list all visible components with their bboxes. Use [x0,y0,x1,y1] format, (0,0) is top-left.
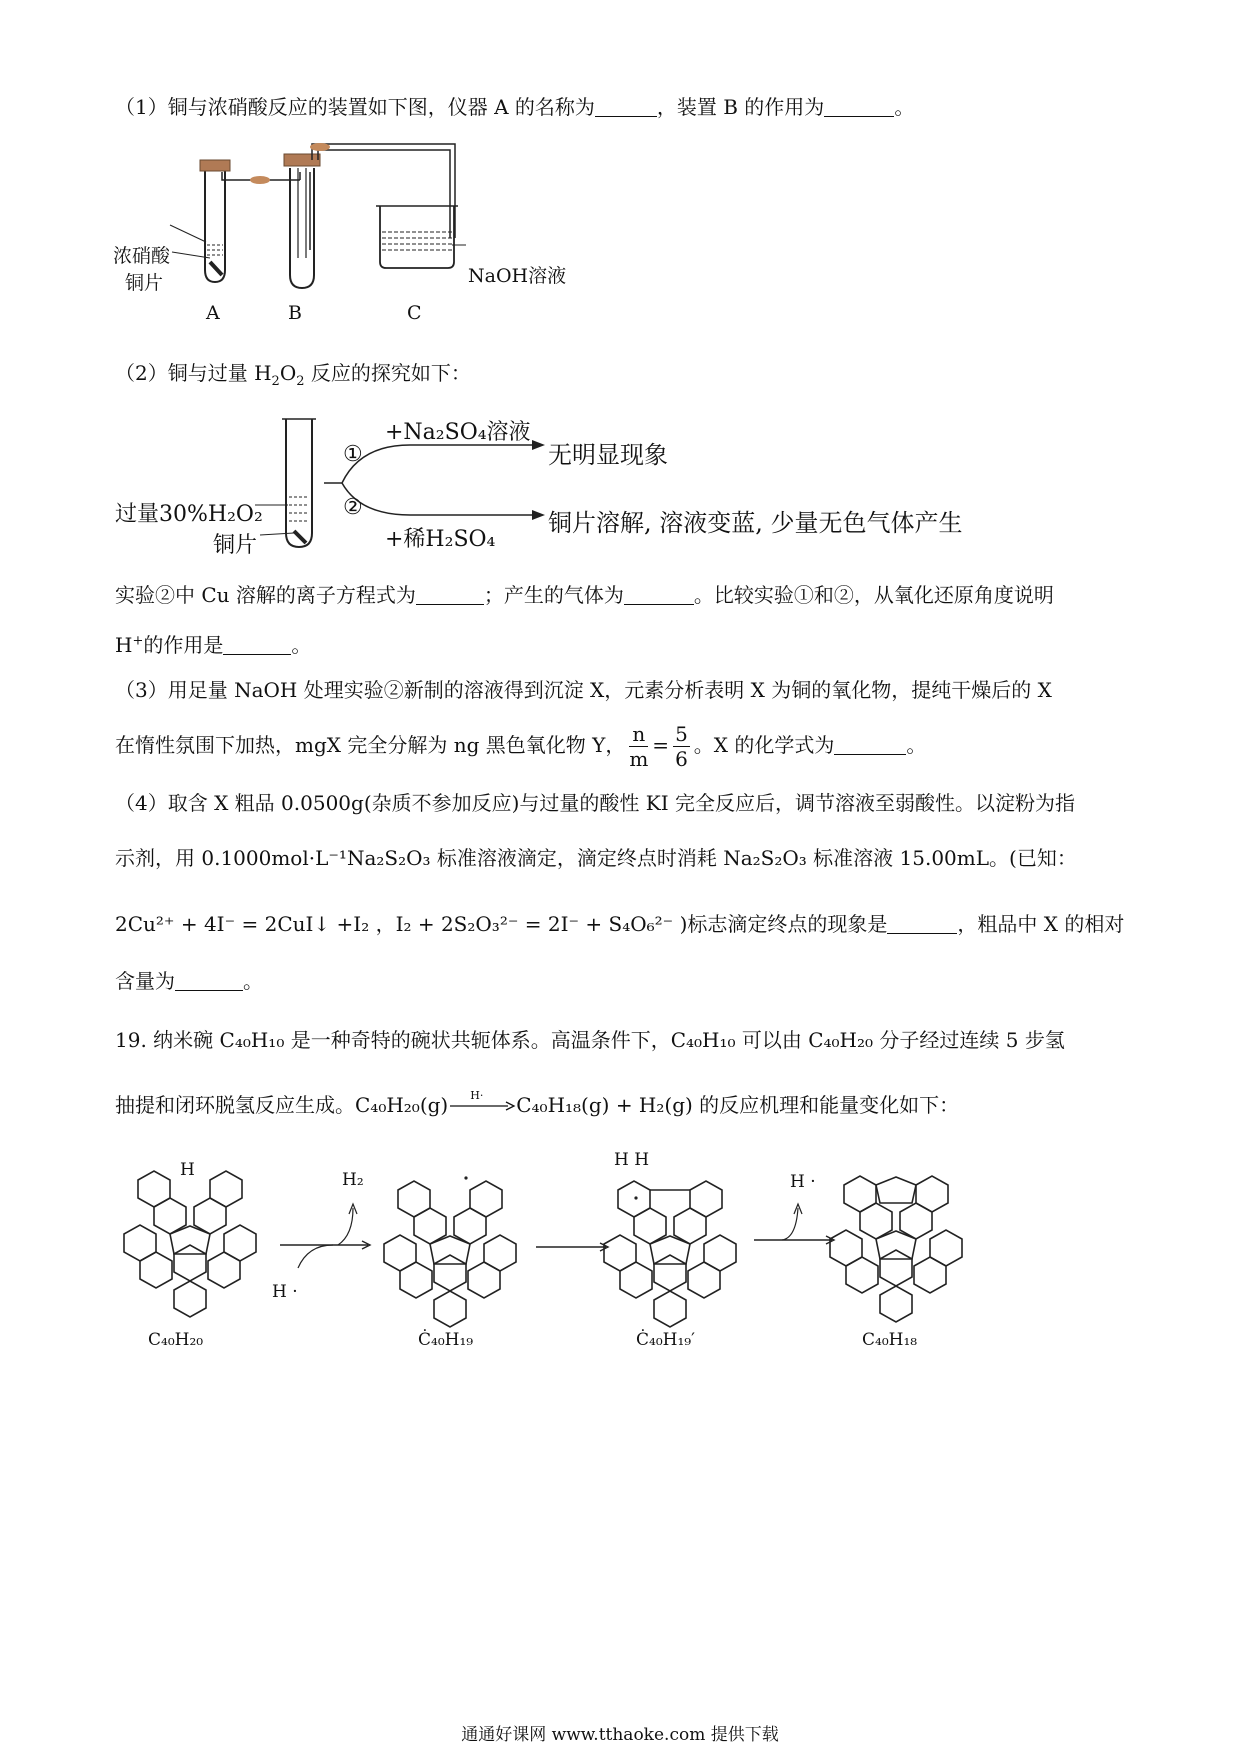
q2-line2: H+的作用是 。 [115,633,312,657]
q19-line2: 抽提和闭环脱氢反应生成。C₄₀H₂₀(g) H· C₄₀H₁₈(g) + H₂(g) 的反应机理和能量变化如下： [115,1089,960,1117]
q4-line4: 含量为 。 [115,969,263,993]
fraction-5-6: $\frac{5}{6}$ [675,722,688,771]
molecule-c40h20 [110,1160,270,1340]
answer-blank[interactable] [595,96,657,117]
label-copper-2: 铜片 [213,533,258,558]
hh-label: H H [614,1150,650,1170]
q4-line3: 2Cu²⁺ + 4I⁻ = 2CuI↓ +I₂ ，I₂ + 2S₂O₃²⁻ = 2I⁻ + S₄O₆²⁻ )标志滴定终点的现象是 ，粗品中 X 的相对 [115,912,1125,936]
footer: 通通好课网 www.tthaoke.com 提供下载 [461,1725,779,1745]
answer-blank[interactable] [834,734,906,755]
molecule-c40h19 [370,1170,530,1340]
q19-line1: 19. 纳米碗 C₄₀H₁₀ 是一种奇特的碗状共轭体系。高温条件下，C₄₀H₁₀ 可以由 C₄₀H₂₀ 分子经过连续 5 步氢 [115,1028,1065,1052]
answer-blank[interactable] [624,584,694,605]
q2-intro: （2）铜与过量 $H_2O_2$ 反应的探究如下： [115,361,471,389]
q2-line1: 实验②中 Cu 溶解的离子方程式为 ；产生的气体为 。比较实验①和②，从氧化还原角度说明 [115,583,1054,607]
label-naoh: NaOH溶液 [468,265,567,287]
molecule-c40h19-prime [590,1170,750,1340]
label-c40h19: Ċ₄₀H₁₉ [418,1330,474,1350]
answer-blank[interactable] [824,96,894,117]
result-1: 无明显现象 [548,441,668,469]
h2-label: H₂ [342,1170,364,1190]
label-c40h18: C₄₀H₁₈ [862,1330,918,1350]
label-c40h20: C₄₀H₂₀ [148,1330,204,1350]
result-2: 铜片溶解, 溶液变蓝, 少量无色气体产生 [548,509,963,537]
molecule-c40h18 [816,1165,976,1340]
h-radical-out-label: H · [790,1172,816,1192]
q1-text: （1）铜与浓硝酸反应的装置如下图，仪器 A 的名称为 ，装置 B 的作用为 。 [115,95,915,119]
q4-line1: （4）取含 X 粗品 0.0500g(杂质不参加反应)与过量的酸性 KI 完全反应后，调节溶液至弱酸性。以淀粉为指 [115,791,1075,815]
h-radical-in-label: H · [272,1282,298,1302]
reagent-1: +Na₂SO₄溶液 [385,420,531,445]
label-c40h19-prime: Ċ₄₀H₁₉′ [636,1330,695,1350]
answer-blank[interactable] [887,913,957,934]
q3-line1: （3）用足量 NaOH 处理实验②新制的溶液得到沉淀 X，元素分析表明 X 为铜的氧化物，提纯干燥后的 X [115,678,1052,702]
q4-line2: 示剂，用 0.1000mol·L⁻¹Na₂S₂O₃ 标准溶液滴定，滴定终点时消耗 Na₂S₂O₃ 标准溶液 15.00mL。(已知： [115,846,1077,870]
label-h2o2: 过量30%H₂O₂ [115,502,263,527]
circle-2: ② [343,495,363,520]
answer-blank[interactable] [223,634,291,655]
h-atom-label: H [180,1160,195,1180]
answer-blank[interactable] [175,970,243,991]
fraction-n-m: $\frac{n}{m}$ [629,722,649,771]
label-a: A [206,302,220,324]
q3-line2: 在惰性氛围下加热，mgX 完全分解为 ng 黑色氧化物 Y， $\frac{n}{m}$ = $\frac{5}{6}$ 。X 的化学式为 。 [115,722,927,771]
circle-1: ① [343,442,363,467]
reaction-arrow: H· [448,1096,516,1116]
label-c: C [407,302,422,324]
h-abstraction-arrow [278,1190,378,1290]
label-b: B [288,302,302,324]
answer-blank[interactable] [416,584,484,605]
label-acid: 浓硝酸 [113,245,171,267]
reagent-2: +稀H₂SO₄ [385,527,496,552]
label-copper: 铜片 [125,272,164,294]
